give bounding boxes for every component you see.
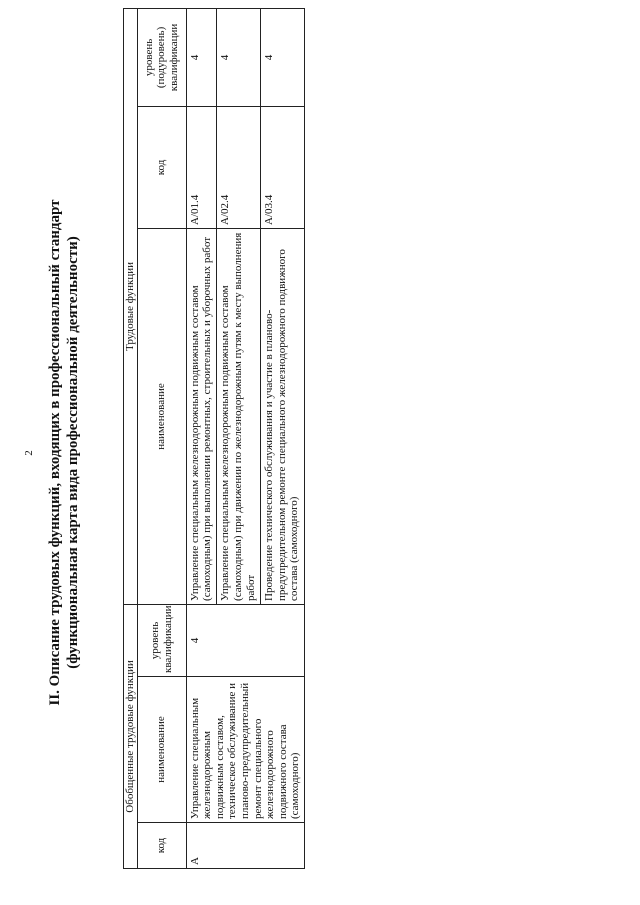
- labor-code-column-header: код: [137, 106, 186, 228]
- generalized-level-cell: 4: [186, 604, 304, 676]
- generalized-name-cell: Управление специальным железнодорожным подвижным составом, техническое обслуживание и планово-предупредительный ремонт специального железнодорожного подвижного состава (самоходного): [186, 677, 304, 823]
- table-row: [186, 8, 217, 868]
- code-column-header: код: [137, 823, 186, 869]
- function-name-cell: Управление специальным железнодорожным подвижным составом (самоходным) при выполнении ремонтных, строительных и уборочных работ: [186, 228, 217, 604]
- generalized-functions-header: Обобщенные трудовые функции: [124, 604, 138, 868]
- function-name-cell: Проведение технического обслуживания и участие в планово-предупредительном ремонте специального железнодорожного подвижного состава (самоходного): [261, 228, 305, 604]
- function-level-cell: 4: [217, 8, 261, 106]
- labor-name-column-header: наименование: [137, 228, 186, 604]
- page-number: 2: [23, 450, 35, 456]
- function-code-cell: А/01.4: [186, 106, 217, 228]
- name-column-header: наименование: [137, 677, 186, 823]
- labor-functions-header: Трудовые функции: [124, 8, 138, 604]
- table-column-header-row: [137, 8, 186, 868]
- function-code-cell: А/03.4: [261, 106, 305, 228]
- section-heading: II. Описание трудовых функций, входящих в профессиональный стандарт: [47, 199, 63, 706]
- qualification-level-column-header: уровень квалификации: [137, 604, 186, 676]
- generalized-code-cell: А: [186, 823, 304, 869]
- function-level-cell: 4: [261, 8, 305, 106]
- function-code-cell: А/02.4: [217, 106, 261, 228]
- function-level-cell: 4: [186, 8, 217, 106]
- section-subheading: (функциональная карта вида профессиональной деятельности): [65, 236, 81, 669]
- function-name-cell: Управление специальным железнодорожным подвижным составом (самоходным) при движении по железнодорожным путям к месту выполнения работ: [217, 228, 261, 604]
- sublevel-column-header: уровень (подуровень) квалификации: [137, 8, 186, 106]
- table-group-header-row: [124, 8, 138, 868]
- functional-map-table: [123, 8, 305, 869]
